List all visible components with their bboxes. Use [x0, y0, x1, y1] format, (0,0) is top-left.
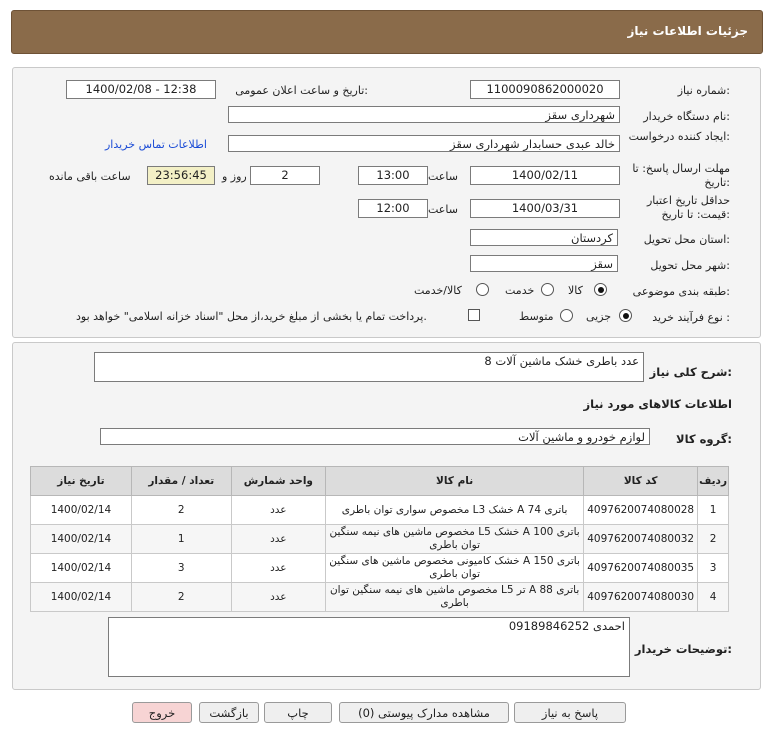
row-code: 4097620074080032: [584, 525, 698, 554]
row-qty: 3: [131, 554, 231, 583]
deadline-label: مهلت ارسال پاسخ: تا تاریخ:: [632, 162, 730, 189]
city-label: شهر محل تحویل:: [650, 259, 730, 272]
purchase-type-label: نوع فرآیند خرید :: [652, 311, 730, 324]
row-unit: عدد: [231, 525, 325, 554]
goods-info-title: اطلاعات کالاهای مورد نیاز: [583, 397, 732, 411]
row-name: باتری 150 A خشک کامیونی مخصوص ماشین های سنگین توان باطری: [326, 554, 584, 583]
buyer-contact-link[interactable]: اطلاعات تماس خریدار: [105, 138, 207, 151]
deadline-date-field: 1400/02/11: [470, 166, 620, 185]
col-qty-header: تعداد / مقدار: [131, 467, 231, 496]
view-attachments-button[interactable]: مشاهده مدارک پیوستی (0): [339, 702, 509, 723]
purchase-type-medium-radio[interactable]: [560, 309, 573, 322]
province-label: استان محل تحویل:: [643, 233, 730, 246]
announce-field: 1400/02/08 - 12:38: [66, 80, 216, 99]
back-button[interactable]: بازگشت: [199, 702, 259, 723]
need-number-field: 1100090862000020: [470, 80, 620, 99]
summary-label: شرح کلی نیاز:: [649, 365, 732, 379]
province-field: کردستان: [470, 229, 618, 246]
validity-time-label: ساعت: [428, 203, 458, 216]
treasury-payment-note: پرداخت تمام یا بخشی از مبلغ خرید،از محل "اسناد خزانه اسلامی" خواهد بود.: [76, 310, 427, 323]
exit-button[interactable]: خروج: [132, 702, 192, 723]
summary-field: 8 عدد باطری خشک ماشین آلات: [94, 352, 644, 382]
row-name: باتری 74 A خشک L3 مخصوص سواری توان باطری: [326, 496, 584, 525]
category-service-radio[interactable]: [541, 283, 554, 296]
category-service-label: خدمت: [505, 284, 535, 297]
row-name: باتری 100 A خشک L5 مخصوص ماشین های نیمه سنگین توان باطری: [326, 525, 584, 554]
table-row: [31, 525, 729, 554]
row-date: 1400/02/14: [31, 583, 132, 612]
category-goods-service-label: کالا/خدمت: [414, 284, 462, 297]
purchase-type-minor-radio[interactable]: [619, 309, 632, 322]
creator-label: ایجاد کننده درخواست:: [628, 130, 730, 143]
city-field: سقز: [470, 255, 618, 272]
col-date-header: تاریخ نیاز: [31, 467, 132, 496]
category-goods-label: کالا: [568, 284, 583, 297]
creator-field: خالد عبدی حسابدار شهرداری سقز: [228, 135, 620, 152]
buyer-notes-label: توضیحات خریدار:: [634, 642, 732, 656]
table-row: [31, 554, 729, 583]
row-index: 4: [698, 583, 729, 612]
validity-time-field: 12:00: [358, 199, 428, 218]
col-code-header: کد کالا: [584, 467, 698, 496]
validity-label: حداقل تاریخ اعتبار قیمت: تا تاریخ:: [646, 194, 730, 221]
treasury-payment-checkbox[interactable]: [468, 309, 480, 321]
items-table: [30, 466, 729, 612]
row-date: 1400/02/14: [31, 554, 132, 583]
items-table-header: [31, 467, 729, 496]
row-date: 1400/02/14: [31, 496, 132, 525]
row-unit: عدد: [231, 554, 325, 583]
purchase-type-medium-label: متوسط: [519, 310, 554, 323]
need-number-label: شماره نیاز:: [677, 84, 730, 97]
reply-button[interactable]: پاسخ به نیاز: [514, 702, 626, 723]
table-row: [31, 583, 729, 612]
category-goods-radio[interactable]: [594, 283, 607, 296]
category-goods-service-radio[interactable]: [476, 283, 489, 296]
days-remaining-field: 2: [250, 166, 320, 185]
row-index: 1: [698, 496, 729, 525]
row-code: 4097620074080028: [584, 496, 698, 525]
deadline-time-label: ساعت: [428, 170, 458, 183]
row-index: 2: [698, 525, 729, 554]
col-unit-header: واحد شمارش: [231, 467, 325, 496]
buyer-notes-field: احمدی 09189846252: [108, 617, 630, 677]
row-date: 1400/02/14: [31, 525, 132, 554]
remaining-time-label: ساعت باقی مانده: [49, 170, 131, 183]
buyer-org-label: نام دستگاه خریدار:: [643, 110, 730, 123]
validity-date-field: 1400/03/31: [470, 199, 620, 218]
col-row-header: ردیف: [698, 467, 729, 496]
announce-label: تاریخ و ساعت اعلان عمومی:: [235, 84, 368, 97]
row-name: باتری 88 A تر L5 مخصوص ماشین های نیمه سنگین توان باطری: [326, 583, 584, 612]
row-qty: 1: [131, 525, 231, 554]
days-label: روز و: [222, 170, 247, 183]
row-index: 3: [698, 554, 729, 583]
row-qty: 2: [131, 583, 231, 612]
page-title: جزئیات اطلاعات نیاز: [627, 24, 748, 38]
row-unit: عدد: [231, 496, 325, 525]
goods-group-label: گروه کالا:: [676, 432, 732, 446]
print-button[interactable]: چاپ: [264, 702, 332, 723]
purchase-type-minor-label: جزیی: [586, 310, 612, 323]
row-unit: عدد: [231, 583, 325, 612]
row-qty: 2: [131, 496, 231, 525]
buyer-org-field: شهرداری سقز: [228, 106, 620, 123]
remaining-time-field: 23:56:45: [147, 166, 215, 185]
row-code: 4097620074080035: [584, 554, 698, 583]
col-name-header: نام کالا: [326, 467, 584, 496]
deadline-time-field: 13:00: [358, 166, 428, 185]
category-label: طبقه بندی موضوعی:: [632, 285, 730, 298]
table-row: [31, 496, 729, 525]
page-header: [11, 10, 763, 54]
goods-group-field: لوازم خودرو و ماشین آلات: [100, 428, 650, 445]
row-code: 4097620074080030: [584, 583, 698, 612]
